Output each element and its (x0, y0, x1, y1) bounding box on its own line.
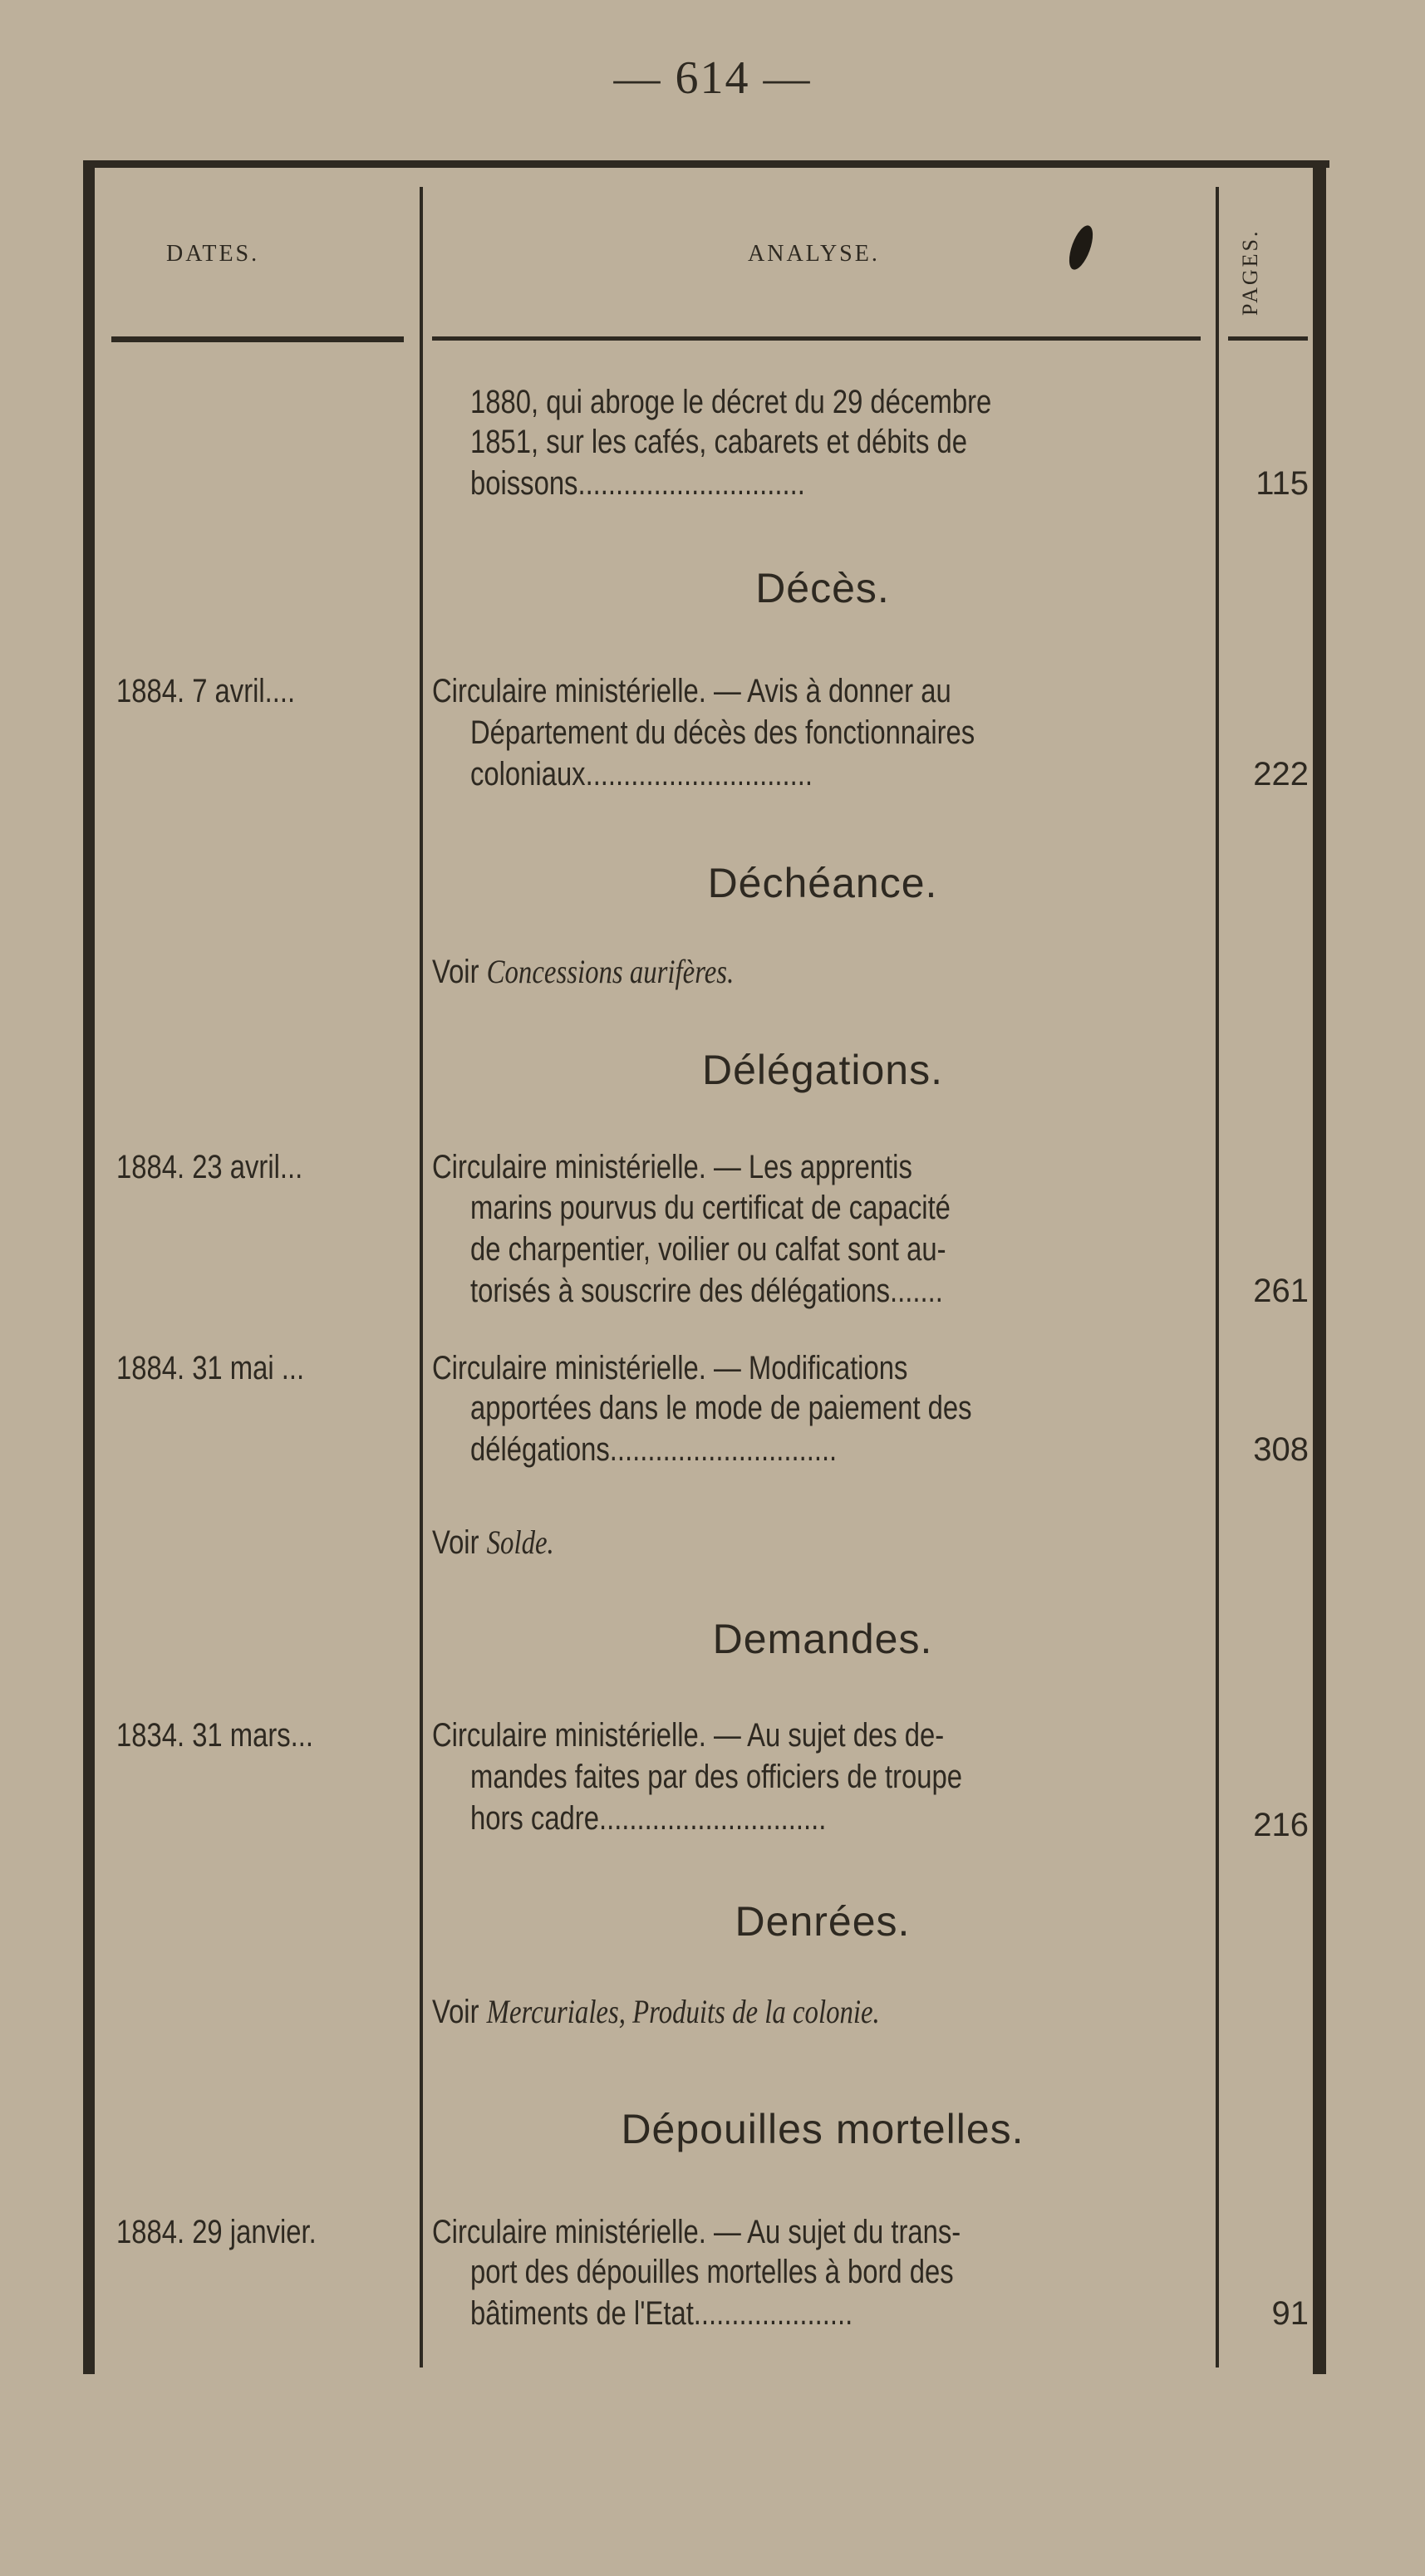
entry-line: 1851, sur les cafés, cabarets et débits de (470, 424, 968, 460)
entry-line: torisés à souscrire des délégations....... (470, 1273, 943, 1309)
entry-line: port des dépouilles mortelles à bord des (470, 2254, 954, 2290)
entry-date: 1884. 23 avril... (116, 1149, 303, 1185)
see-reference (432, 1994, 1073, 2030)
section-heading: Demandes. (712, 1616, 933, 1662)
column-divider-pages (1216, 187, 1219, 2367)
entry-date: 1834. 31 mars... (116, 1717, 314, 1754)
entry-date: 1884. 29 janvier. (116, 2214, 317, 2250)
table-frame-top (83, 160, 1329, 168)
header-analyse: ANALYSE. (748, 241, 880, 267)
ink-blot (1064, 223, 1098, 272)
table-frame-left (83, 160, 95, 2374)
entry-line: mandes faites par des officiers de troupe (470, 1759, 962, 1795)
entry-page: 308 (1253, 1431, 1309, 1468)
entry-line: coloniaux.............................. (470, 756, 813, 792)
see-target: Mercuriales, Produits de la colonie. (486, 1993, 880, 2030)
see-prefix: Voir (432, 954, 479, 990)
header-dates: DATES. (166, 241, 260, 267)
section-heading: Dépouilles mortelles. (621, 2106, 1025, 2152)
entry-page: 222 (1253, 756, 1309, 792)
entry-line: apportées dans le mode de paiement des (470, 1390, 972, 1426)
see-target: Solde. (486, 1524, 554, 1561)
see-reference (432, 1524, 1073, 1561)
see-prefix: Voir (432, 1524, 479, 1561)
section-heading: Denrées. (735, 1898, 911, 1945)
header-rule-pages (1228, 336, 1308, 341)
entry-page: 261 (1253, 1273, 1309, 1309)
column-divider-dates (420, 187, 423, 2367)
entry-line: marins pourvus du certificat de capacité (470, 1190, 951, 1226)
entry-line: bâtiments de l'Etat..................... (470, 2295, 853, 2332)
see-prefix: Voir (432, 1994, 479, 2030)
see-reference (432, 954, 1073, 990)
header-pages: PAGES. (1238, 228, 1262, 316)
entry-line: Circulaire ministérielle. — Modifications (432, 1350, 908, 1386)
entry-line: Circulaire ministérielle. — Au sujet du trans- (432, 2214, 961, 2250)
entry-date: 1884. 31 mai ... (116, 1350, 305, 1386)
page-number: — 614 — (613, 52, 812, 104)
header-rule-analyse (432, 336, 1201, 341)
entry-date: 1884. 7 avril.... (116, 673, 296, 709)
entry-line: 1880, qui abroge le décret du 29 décembre (470, 384, 992, 420)
entry-page: 91 (1271, 2295, 1309, 2332)
table-frame-right (1313, 160, 1326, 2374)
section-heading: Décès. (755, 565, 890, 611)
entry-line: Circulaire ministérielle. — Au sujet des de- (432, 1717, 945, 1754)
header-rule-dates (111, 336, 404, 342)
entry-line: Circulaire ministérielle. — Avis à donner au (432, 673, 951, 709)
entry-line: Circulaire ministérielle. — Les apprentis (432, 1149, 912, 1185)
entry-line: de charpentier, voilier ou calfat sont au- (470, 1231, 946, 1268)
entry-line: boissons.............................. (470, 465, 805, 502)
entry-page: 216 (1253, 1807, 1309, 1843)
entry-line: Département du décès des fonctionnaires (470, 714, 975, 751)
entry-line: délégations.............................. (470, 1431, 838, 1468)
see-target: Concessions aurifères. (486, 953, 735, 990)
entry-line: hors cadre.............................. (470, 1800, 827, 1837)
section-heading: Déchéance. (707, 860, 938, 906)
section-heading: Délégations. (702, 1047, 943, 1093)
entry-page: 115 (1255, 465, 1309, 502)
